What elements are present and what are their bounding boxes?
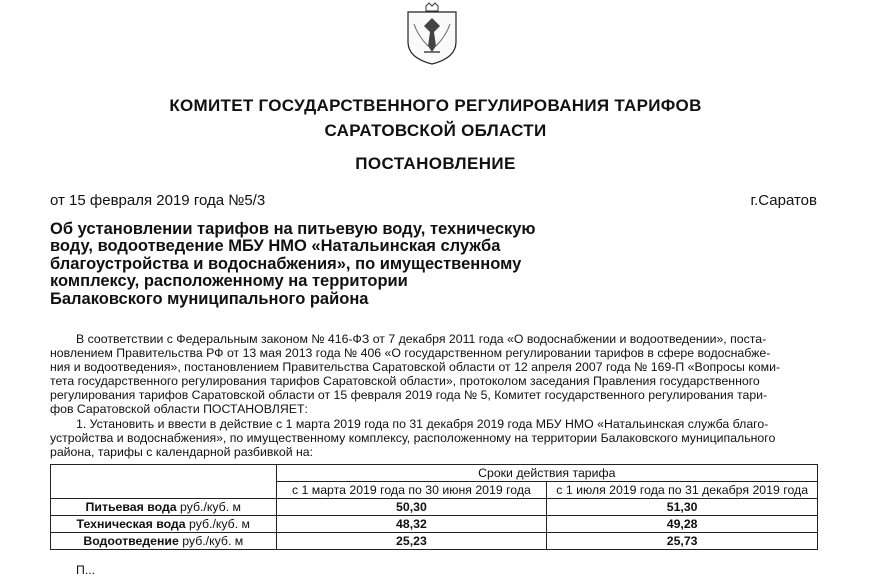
tariff-name: Питьевая вода bbox=[85, 499, 177, 514]
body-text-line: В соответствии с Федеральным законом № 416-ФЗ от 7 декабря 2011 года «О водоснабжении и водоотведении», поста- bbox=[76, 333, 767, 346]
table-header-row bbox=[51, 465, 818, 482]
title-line: Балаковского муниципального района bbox=[50, 289, 369, 308]
tariff-name: Водоотведение bbox=[83, 533, 179, 548]
table-row-label bbox=[51, 516, 277, 533]
saratov-coat-of-arms-icon bbox=[404, 2, 460, 66]
title-line: Об установлении тарифов на питьевую воду, техническую bbox=[50, 220, 536, 238]
table-cell: 49,28 bbox=[547, 516, 818, 533]
document-date-number: от 15 февраля 2019 года №5/3 bbox=[50, 192, 266, 209]
body-text-line: 1. Установить и ввести в действие с 1 марта 2019 года по 31 декабря 2019 года МБУ НМО «Натальинская служба благо- bbox=[76, 418, 769, 431]
title-line: благоустройства и водоснабжения», по имущественному bbox=[50, 254, 522, 273]
table-row bbox=[51, 516, 818, 533]
table-cell: 25,23 bbox=[276, 533, 547, 550]
document-type: ПОСТАНОВЛЕНИЕ bbox=[355, 154, 516, 173]
table-group-header: Сроки действия тарифа bbox=[276, 465, 817, 482]
table-cell: 50,30 bbox=[276, 499, 547, 516]
table-column-header: с 1 марта 2019 года по 30 июня 2019 года bbox=[276, 482, 547, 499]
tariff-name: Техническая вода bbox=[76, 516, 186, 531]
committee-name-line-2: САРАТОВСКОЙ ОБЛАСТИ bbox=[324, 121, 547, 140]
next-paragraph-fragment: П... bbox=[76, 563, 96, 577]
table-row-label bbox=[51, 499, 277, 516]
body-text-line: устройства и водоснабжения», по имущественному комплексу, расположенному на территории Балаковского муниципального bbox=[50, 432, 776, 445]
tariff-table bbox=[50, 464, 818, 550]
document-city: г.Саратов bbox=[750, 192, 817, 209]
document-title bbox=[50, 221, 630, 308]
tariff-unit: руб./куб. м bbox=[178, 533, 244, 548]
table-cell: 51,30 bbox=[547, 499, 818, 516]
body-text-line: новлением Правительства РФ от 13 мая 2013 года № 406 «О государственном регулировании тарифов в сфере водоснабже- bbox=[50, 347, 771, 360]
table-cell: 48,32 bbox=[276, 516, 547, 533]
table-row-label bbox=[51, 533, 277, 550]
table-corner-cell bbox=[51, 465, 277, 499]
committee-name-line-1: КОМИТЕТ ГОСУДАРСТВЕННОГО РЕГУЛИРОВАНИЯ ТАРИФОВ bbox=[169, 96, 702, 115]
tariff-unit: руб./куб. м bbox=[176, 499, 242, 514]
body-text-line: фов Саратовской области ПОСТАНОВЛЯЕТ: bbox=[50, 403, 308, 416]
body-text-line: тета государственного регулирования тарифов Саратовской области», протоколом заседания Правления государственного bbox=[50, 375, 760, 388]
title-line: комплексу, расположенному на территории bbox=[50, 272, 408, 291]
table-row bbox=[51, 533, 818, 550]
title-line: воду, водоотведение МБУ НМО «Натальинская служба bbox=[50, 237, 501, 256]
body-text-line: района, тарифы с календарной разбивкой на: bbox=[50, 446, 314, 459]
body-text-line: ния и водоотведения», постановлением Правительства Саратовской области от 12 апреля 2007 года № 169-П «Вопросы коми- bbox=[50, 361, 781, 374]
body-text-line: регулирования тарифов Саратовской области от 15 февраля 2019 года № 5, Комитет государственного регулирования тари- bbox=[50, 389, 768, 402]
tariff-unit: руб./куб. м bbox=[185, 516, 251, 531]
table-cell: 25,73 bbox=[547, 533, 818, 550]
table-column-header: с 1 июля 2019 года по 31 декабря 2019 года bbox=[547, 482, 818, 499]
table-row bbox=[51, 499, 818, 516]
